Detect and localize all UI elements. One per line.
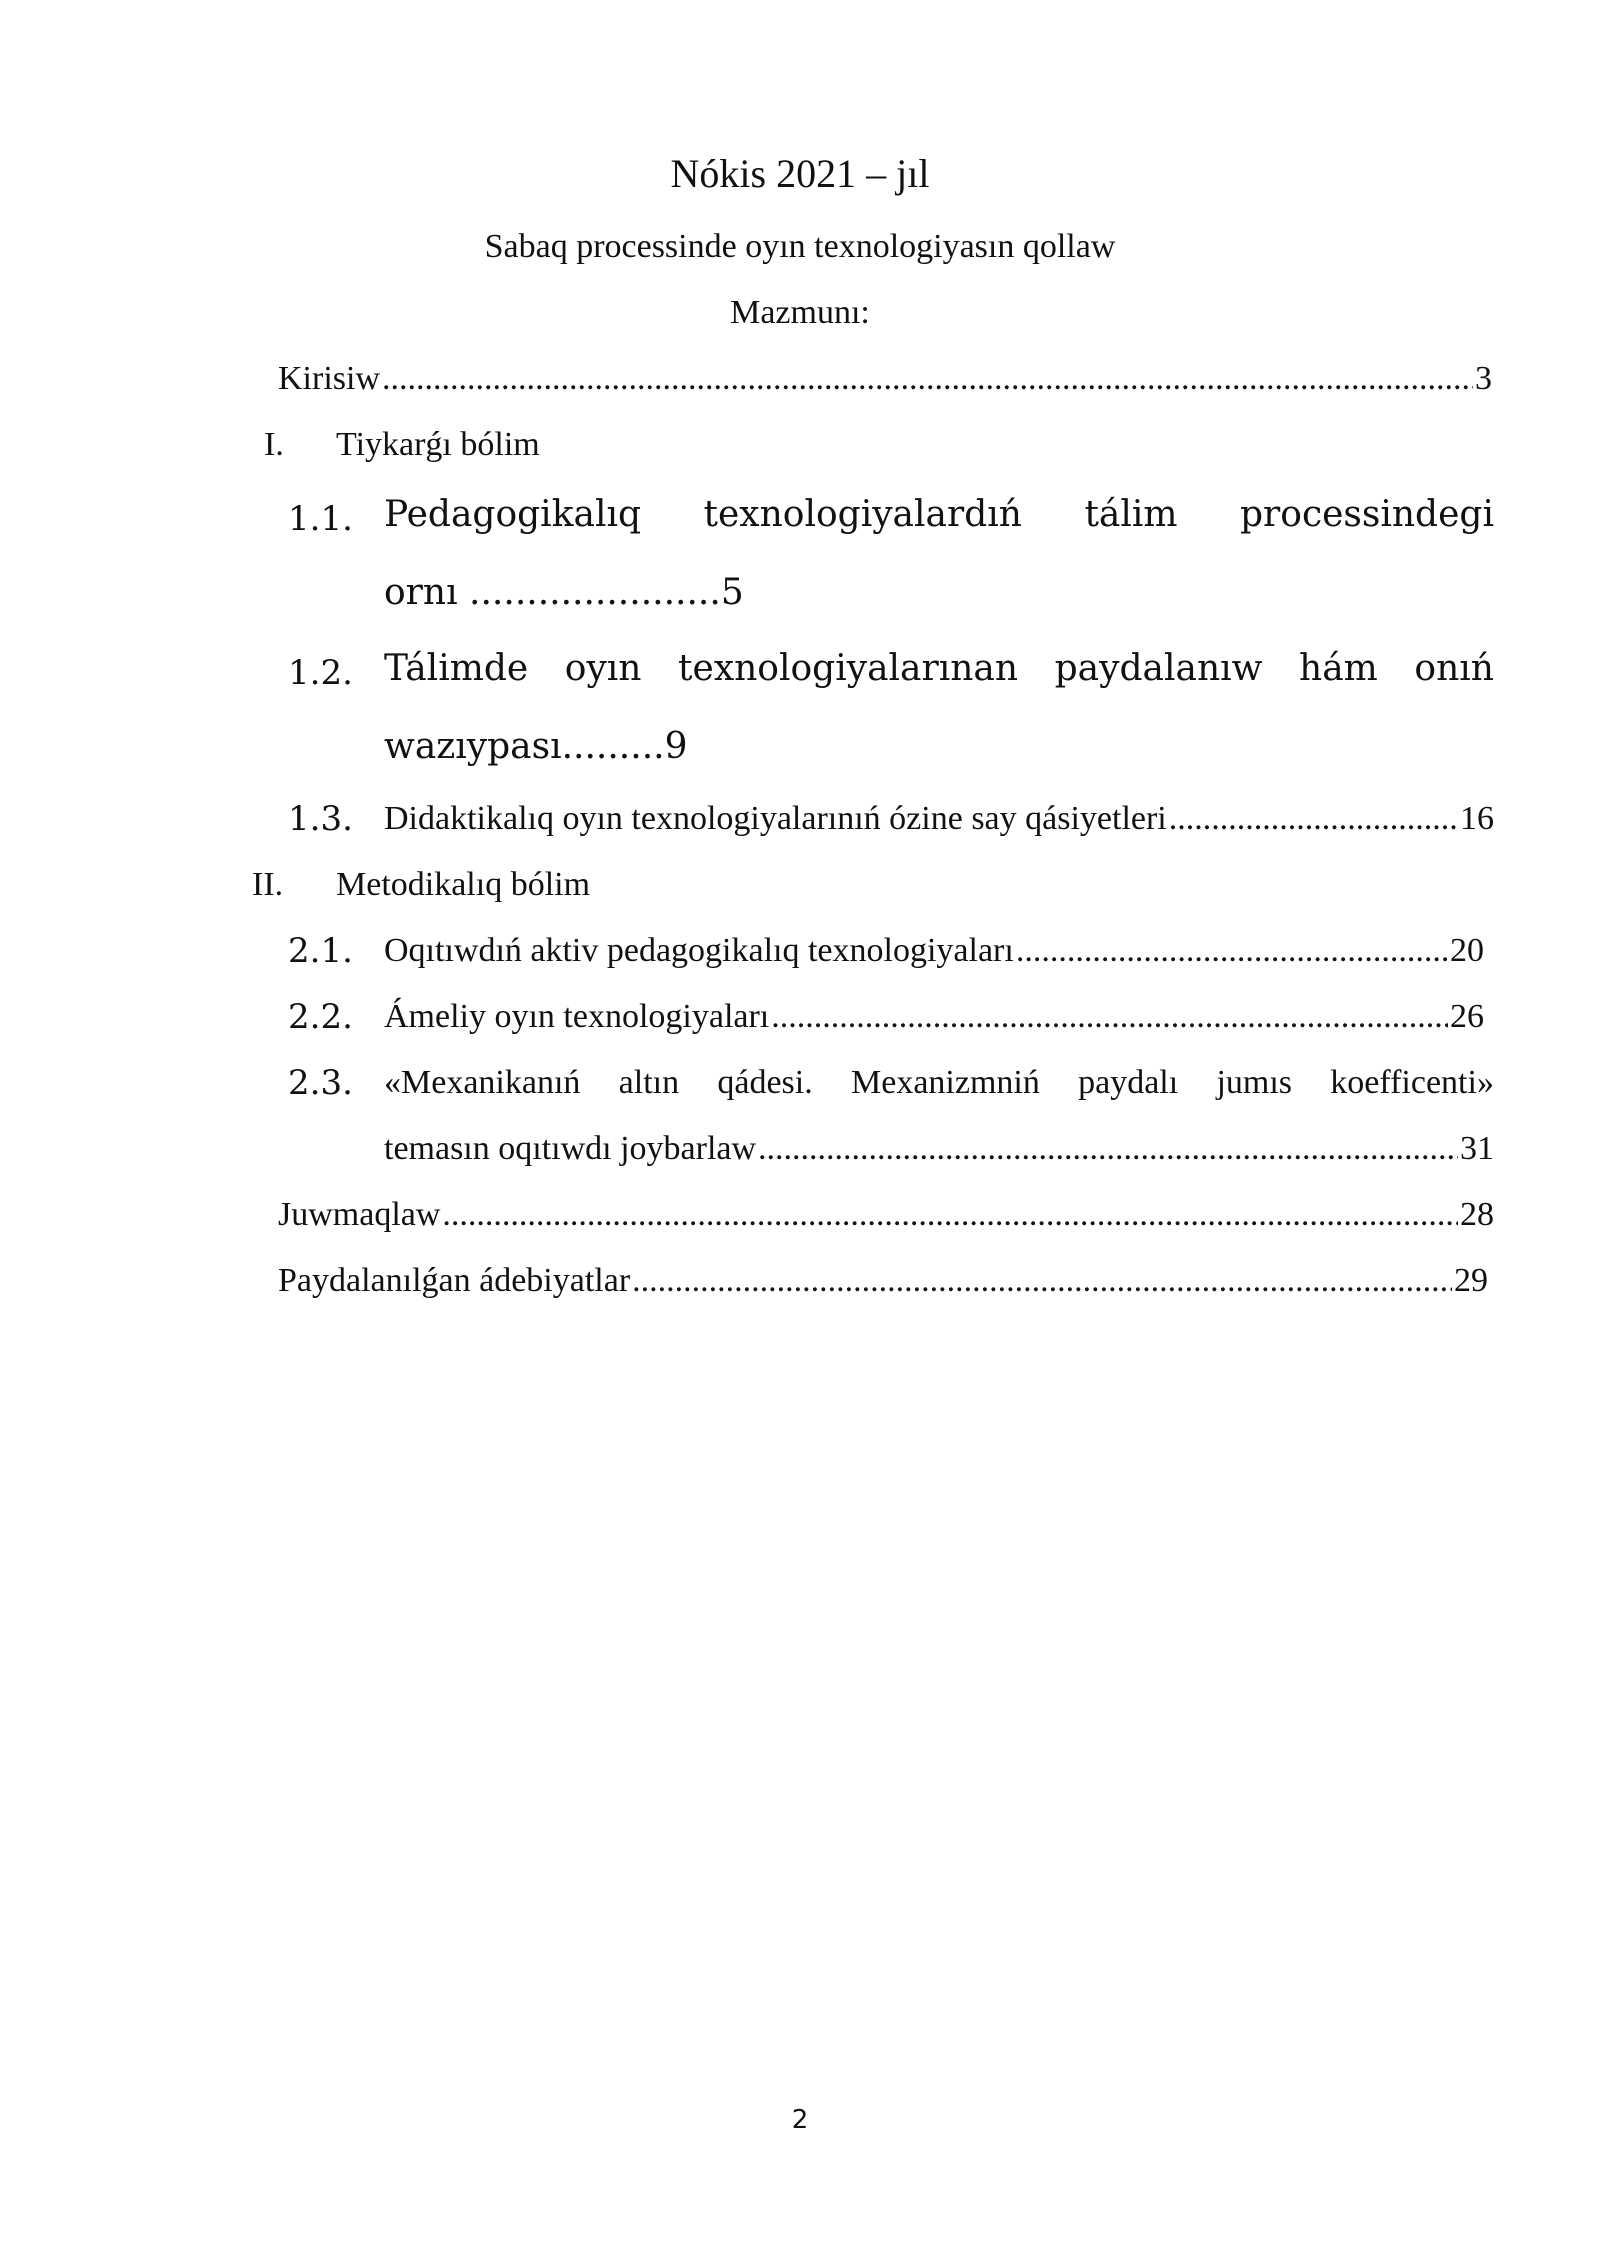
toc-word: Pedagogikalıq [384,494,642,535]
toc-word: hám [1299,648,1378,689]
section-number: II. [252,866,284,903]
toc-word: paydalı [1078,1064,1179,1101]
toc-entry-2-3-line1[interactable] [384,1060,1494,1106]
toc-entry-number: 2.3. [288,1063,353,1103]
section-title: Metodikalıq bólim [336,866,591,903]
toc-entry-number: 2.2. [288,997,353,1037]
toc-word: tálim [1084,494,1178,535]
toc-word: «Mexanikanıń [384,1064,581,1101]
toc-entry-number: 1.1. [288,499,353,539]
toc-entry-page: 3 [1475,360,1492,397]
toc-entry-page: 26 [1450,998,1484,1035]
toc-leader-dots [382,356,1473,402]
toc-entry-label: wazıypası [384,726,562,767]
toc-leader-dots [632,1258,1452,1304]
toc-word: oyın [564,648,642,689]
toc-entry-number: 1.2. [288,653,353,693]
toc-entry-page: 28 [1460,1196,1494,1233]
toc-entry-label: Paydalanılǵan ádebiyatlar [278,1262,631,1299]
toc-entry-2-1[interactable] [384,928,1484,974]
toc-entry-1-1-line1[interactable] [384,492,1494,538]
toc-word: Mexanizmniń [851,1064,1040,1101]
toc-entry-intro[interactable] [278,356,1492,402]
toc-word: onıń [1414,648,1494,689]
toc-entry-references[interactable] [278,1258,1488,1304]
toc-leader-dots [1169,796,1458,842]
toc-entry-conclusion[interactable] [278,1192,1494,1238]
toc-word: qádesi. [717,1064,813,1101]
toc-entry-number: 2.1. [288,931,353,971]
toc-word: koefficenti» [1330,1064,1494,1101]
toc-leader-dots: ...................... [469,572,721,613]
toc-entry-label: Ámeliy oyın texnologiyaları [384,998,770,1035]
toc-entry-1-2-line1[interactable] [384,646,1494,692]
toc-entry-1-2-line2[interactable] [384,724,688,770]
toc-word: texnologiyalardıń [703,494,1022,535]
toc-leader-dots [1016,928,1448,974]
toc-entry-label: Oqıtıwdıń aktiv pedagogikalıq texnologiyaları [384,932,1014,969]
toc-leader-dots: ......... [561,726,665,767]
toc-word: texnologiyalarınan [678,648,1019,689]
toc-leader-dots [771,994,1448,1040]
toc-entry-label: Didaktikalıq oyın texnologiyalarınıń ózine say qásiyetleri [384,800,1167,837]
toc-heading: Mazmunı: [730,294,870,331]
section-title: Tiykarǵı bólim [336,426,540,463]
document-title: Nókis 2021 – jıl [670,151,930,196]
toc-word: processindegi [1240,494,1494,535]
toc-entry-label: ornı [384,572,458,613]
toc-entry-1-3[interactable] [384,796,1494,842]
toc-entry-2-2[interactable] [384,994,1484,1040]
section-number: I. [264,426,284,463]
toc-entry-page: 16 [1460,800,1494,837]
toc-leader-dots [442,1192,1458,1238]
toc-entry-page: 5 [720,572,744,613]
toc-entry-page: 20 [1450,932,1484,969]
toc-entry-label: Kirisiw [278,360,380,397]
toc-word: Tálimde [384,648,529,689]
toc-entry-page: 9 [664,726,688,767]
toc-entry-label: temasın oqıtıwdı joybarlaw [384,1130,757,1167]
page-number: 2 [791,2105,809,2135]
toc-entry-label: Juwmaqlaw [278,1196,441,1233]
toc-entry-page: 29 [1454,1262,1488,1299]
toc-entry-1-1-line2[interactable] [384,570,744,616]
toc-word: paydalanıw [1054,648,1263,689]
toc-entry-page: 31 [1460,1130,1494,1167]
toc-word: altın [618,1064,680,1101]
toc-entry-2-3-line2[interactable] [384,1126,1494,1172]
toc-entry-number: 1.3. [288,799,353,839]
toc-leader-dots [758,1126,1458,1172]
document-subtitle: Sabaq processinde oyın texnologiyasın qollaw [484,228,1116,265]
toc-word: jumıs [1216,1064,1293,1101]
